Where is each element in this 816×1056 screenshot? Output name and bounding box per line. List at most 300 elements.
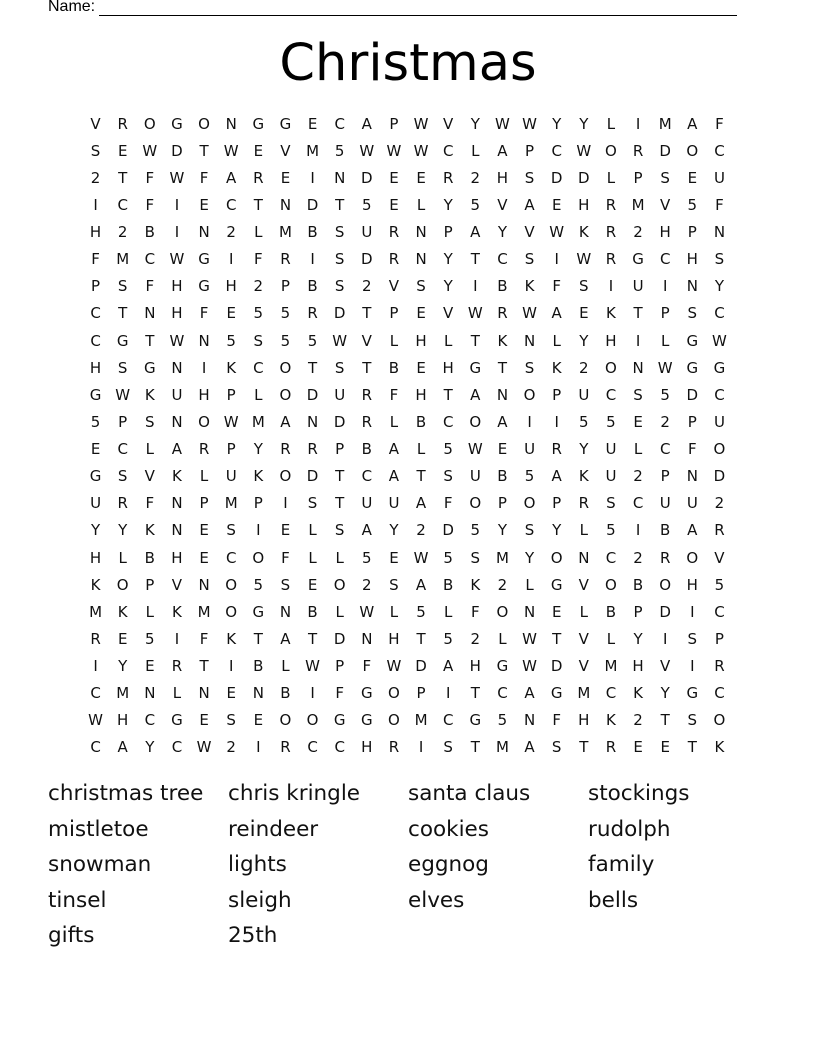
grid-cell[interactable]: L [118, 548, 127, 567]
grid-cell[interactable]: L [633, 440, 643, 459]
grid-cell[interactable]: O [550, 548, 563, 567]
grid-cell[interactable]: 2 [633, 467, 643, 486]
grid-cell[interactable]: Y [633, 629, 643, 648]
grid-cell[interactable]: U [90, 494, 102, 513]
grid-cell[interactable]: F [552, 277, 561, 296]
grid-cell[interactable]: 2 [90, 168, 101, 187]
grid-cell[interactable]: B [307, 277, 318, 296]
grid-cell[interactable]: I [690, 602, 695, 621]
grid-cell[interactable]: W [386, 141, 402, 160]
grid-cell[interactable]: B [497, 467, 508, 486]
grid-cell[interactable]: G [686, 358, 699, 377]
grid-cell[interactable]: E [117, 629, 128, 648]
grid-cell[interactable]: H [171, 548, 183, 567]
grid-cell[interactable]: F [335, 684, 344, 703]
grid-cell[interactable]: D [333, 629, 346, 648]
grid-cell[interactable]: B [415, 412, 427, 431]
grid-cell[interactable]: C [90, 738, 101, 757]
grid-cell[interactable]: P [389, 304, 399, 323]
grid-cell[interactable]: V [144, 467, 155, 486]
grid-cell[interactable]: F [199, 168, 209, 187]
grid-cell[interactable]: E [551, 195, 562, 214]
grid-cell[interactable]: B [280, 684, 291, 703]
grid-cell[interactable]: 2 [633, 223, 643, 242]
grid-cell[interactable]: T [199, 657, 209, 676]
grid-cell[interactable]: H [225, 277, 237, 296]
grid-cell[interactable]: L [281, 657, 290, 676]
grid-cell[interactable]: O [659, 575, 672, 594]
grid-cell[interactable]: N [225, 114, 237, 133]
grid-cell[interactable]: W [413, 141, 429, 160]
grid-cell[interactable]: I [690, 657, 695, 676]
grid-cell[interactable]: R [280, 738, 291, 757]
grid-cell[interactable]: S [334, 521, 345, 540]
grid-cell[interactable]: D [306, 467, 319, 486]
grid-cell[interactable]: M [495, 738, 509, 757]
grid-cell[interactable]: H [442, 358, 454, 377]
grid-cell[interactable]: F [552, 711, 561, 730]
grid-cell[interactable]: W [115, 385, 131, 404]
grid-cell[interactable]: R [714, 657, 725, 676]
grid-cell[interactable]: H [659, 223, 671, 242]
grid-cell[interactable]: K [606, 711, 616, 730]
grid-cell[interactable]: D [550, 657, 563, 676]
grid-cell[interactable]: E [633, 412, 643, 431]
grid-cell[interactable]: R [605, 738, 617, 757]
grid-cell[interactable]: A [361, 114, 372, 133]
grid-cell[interactable]: 2 [497, 575, 508, 594]
grid-cell[interactable]: L [606, 114, 616, 133]
grid-cell[interactable]: O [686, 548, 699, 567]
grid-cell[interactable]: L [552, 331, 561, 350]
grid-cell[interactable]: I [283, 494, 288, 513]
grid-cell[interactable]: S [714, 250, 725, 269]
grid-cell[interactable]: B [632, 575, 644, 594]
grid-cell[interactable]: T [470, 684, 480, 703]
grid-cell[interactable]: Y [470, 114, 480, 133]
grid-cell[interactable]: W [223, 412, 239, 431]
grid-cell[interactable]: Y [389, 521, 399, 540]
grid-cell[interactable]: S [660, 168, 670, 187]
grid-cell[interactable]: G [469, 711, 482, 730]
grid-cell[interactable]: E [199, 711, 209, 730]
grid-cell[interactable]: S [280, 575, 291, 594]
grid-cell[interactable]: K [144, 521, 155, 540]
grid-cell[interactable]: G [469, 358, 482, 377]
grid-cell[interactable]: 5 [90, 412, 101, 431]
grid-cell[interactable]: B [307, 602, 318, 621]
grid-cell[interactable]: T [118, 168, 128, 187]
grid-cell[interactable]: E [551, 602, 562, 621]
grid-cell[interactable]: O [279, 358, 292, 377]
grid-cell[interactable]: L [471, 141, 480, 160]
grid-cell[interactable]: N [523, 331, 536, 350]
grid-cell[interactable]: B [144, 223, 155, 242]
grid-cell[interactable]: P [118, 412, 128, 431]
grid-cell[interactable]: W [657, 358, 673, 377]
grid-cell[interactable]: B [443, 575, 454, 594]
grid-cell[interactable]: C [442, 711, 454, 730]
grid-cell[interactable]: T [687, 738, 697, 757]
grid-cell[interactable]: 5 [362, 195, 372, 214]
grid-cell[interactable]: I [201, 358, 207, 377]
grid-cell[interactable]: I [635, 114, 641, 133]
grid-cell[interactable]: T [416, 629, 426, 648]
grid-cell[interactable]: L [199, 467, 209, 486]
grid-cell[interactable]: P [416, 684, 426, 703]
grid-cell[interactable]: Y [552, 521, 562, 540]
grid-cell[interactable]: I [418, 738, 424, 757]
name-field[interactable] [48, 0, 737, 16]
grid-cell[interactable]: R [497, 304, 508, 323]
grid-cell[interactable]: C [551, 141, 562, 160]
grid-cell[interactable]: 5 [280, 304, 291, 323]
grid-cell[interactable]: S [117, 358, 128, 377]
grid-cell[interactable]: B [388, 358, 400, 377]
grid-cell[interactable]: O [469, 412, 482, 431]
grid-cell[interactable]: I [256, 738, 261, 757]
grid-cell[interactable]: E [117, 141, 128, 160]
grid-cell[interactable]: Y [253, 440, 263, 459]
grid-cell[interactable]: O [605, 141, 617, 160]
grid-cell[interactable]: G [361, 684, 373, 703]
grid-cell[interactable]: O [279, 385, 292, 404]
grid-cell[interactable]: O [333, 575, 346, 594]
grid-cell[interactable]: G [252, 114, 265, 133]
grid-cell[interactable]: F [687, 440, 697, 459]
grid-cell[interactable]: S [633, 385, 643, 404]
grid-cell[interactable]: P [145, 575, 155, 594]
grid-cell[interactable]: E [307, 114, 318, 133]
grid-cell[interactable]: K [606, 304, 616, 323]
grid-cell[interactable]: C [361, 467, 373, 486]
grid-cell[interactable]: C [659, 440, 671, 459]
grid-cell[interactable]: M [414, 711, 428, 730]
grid-cell[interactable]: E [416, 358, 426, 377]
grid-cell[interactable]: N [198, 575, 210, 594]
grid-cell[interactable]: C [442, 412, 454, 431]
grid-cell[interactable]: C [117, 195, 128, 214]
grid-cell[interactable]: D [415, 657, 427, 676]
grid-cell[interactable]: P [226, 440, 236, 459]
grid-cell[interactable]: V [280, 141, 291, 160]
grid-cell[interactable]: S [687, 304, 698, 323]
grid-cell[interactable]: I [554, 250, 559, 269]
grid-cell[interactable]: S [253, 331, 264, 350]
grid-cell[interactable]: R [117, 494, 128, 513]
grid-cell[interactable]: Y [497, 223, 508, 242]
grid-cell[interactable]: D [171, 141, 183, 160]
grid-cell[interactable]: L [606, 168, 616, 187]
grid-cell[interactable]: N [198, 223, 210, 242]
grid-cell[interactable]: C [253, 358, 264, 377]
grid-cell[interactable]: 5 [497, 711, 508, 730]
grid-cell[interactable]: C [497, 684, 508, 703]
grid-cell[interactable]: 2 [470, 629, 481, 648]
grid-cell[interactable]: U [713, 412, 725, 431]
grid-cell[interactable]: M [278, 223, 292, 242]
grid-cell[interactable]: R [605, 223, 617, 242]
grid-cell[interactable]: V [388, 277, 400, 296]
grid-cell[interactable]: E [687, 168, 698, 187]
grid-cell[interactable]: P [552, 494, 562, 513]
grid-cell[interactable]: W [359, 141, 375, 160]
grid-cell[interactable]: G [686, 684, 699, 703]
grid-cell[interactable]: V [578, 629, 589, 648]
grid-cell[interactable]: 5 [470, 521, 481, 540]
grid-cell[interactable]: N [171, 412, 183, 431]
grid-cell[interactable]: I [93, 657, 98, 676]
grid-cell[interactable]: 2 [362, 575, 372, 594]
grid-cell[interactable]: F [715, 114, 724, 133]
grid-cell[interactable]: I [445, 684, 451, 703]
grid-cell[interactable]: E [389, 195, 399, 214]
grid-cell[interactable]: P [633, 168, 643, 187]
grid-cell[interactable]: U [713, 168, 725, 187]
grid-cell[interactable]: R [280, 440, 291, 459]
grid-cell[interactable]: E [280, 168, 291, 187]
grid-cell[interactable]: E [633, 738, 643, 757]
grid-cell[interactable]: P [443, 223, 453, 242]
grid-cell[interactable]: P [687, 223, 697, 242]
grid-cell[interactable]: C [714, 304, 725, 323]
grid-cell[interactable]: O [225, 575, 238, 594]
grid-cell[interactable]: G [144, 358, 156, 377]
grid-cell[interactable]: R [388, 250, 400, 269]
grid-cell[interactable]: L [606, 629, 616, 648]
grid-cell[interactable]: W [576, 141, 592, 160]
grid-cell[interactable]: L [145, 602, 154, 621]
grid-cell[interactable]: 2 [714, 494, 725, 513]
grid-cell[interactable]: Y [497, 521, 508, 540]
grid-cell[interactable]: R [280, 250, 291, 269]
grid-cell[interactable]: T [307, 358, 318, 377]
grid-cell[interactable]: R [307, 440, 318, 459]
grid-cell[interactable]: S [145, 412, 155, 431]
grid-cell[interactable]: L [525, 575, 534, 594]
grid-cell[interactable]: T [335, 467, 345, 486]
grid-cell[interactable]: E [497, 440, 508, 459]
grid-cell[interactable]: M [197, 602, 211, 621]
grid-cell[interactable]: C [307, 738, 318, 757]
grid-cell[interactable]: M [116, 684, 130, 703]
grid-cell[interactable]: N [334, 168, 346, 187]
grid-cell[interactable]: T [253, 629, 263, 648]
grid-cell[interactable]: R [714, 521, 725, 540]
grid-cell[interactable]: A [443, 657, 454, 676]
grid-cell[interactable]: T [362, 358, 372, 377]
grid-cell[interactable]: K [144, 385, 155, 404]
grid-cell[interactable]: W [495, 114, 510, 133]
grid-cell[interactable]: 5 [280, 331, 291, 350]
grid-cell[interactable]: Y [714, 277, 725, 296]
grid-cell[interactable]: U [469, 467, 481, 486]
grid-cell[interactable]: C [605, 548, 617, 567]
grid-cell[interactable]: E [199, 548, 209, 567]
grid-cell[interactable]: S [334, 250, 345, 269]
grid-cell[interactable]: W [359, 602, 375, 621]
grid-cell[interactable]: O [225, 602, 238, 621]
grid-cell[interactable]: D [442, 521, 454, 540]
grid-cell[interactable]: E [253, 711, 264, 730]
grid-cell[interactable]: C [225, 195, 237, 214]
grid-cell[interactable]: 5 [524, 467, 535, 486]
grid-cell[interactable]: H [361, 738, 373, 757]
grid-cell[interactable]: W [522, 657, 537, 676]
grid-cell[interactable]: Y [579, 114, 589, 133]
grid-cell[interactable]: W [169, 331, 185, 350]
grid-cell[interactable]: K [578, 223, 589, 242]
grid-cell[interactable]: E [199, 195, 209, 214]
grid-cell[interactable]: I [662, 629, 668, 648]
grid-cell[interactable]: W [223, 141, 239, 160]
grid-cell[interactable]: F [362, 657, 372, 676]
grid-cell[interactable]: R [117, 114, 128, 133]
grid-cell[interactable]: S [470, 548, 481, 567]
grid-cell[interactable]: W [413, 114, 429, 133]
grid-cell[interactable]: O [116, 575, 129, 594]
grid-cell[interactable]: D [659, 602, 671, 621]
grid-cell[interactable]: 2 [470, 168, 481, 187]
grid-cell[interactable]: D [659, 141, 671, 160]
grid-cell[interactable]: Y [660, 684, 670, 703]
grid-cell[interactable]: D [361, 250, 373, 269]
grid-cell[interactable]: A [470, 223, 481, 242]
grid-cell[interactable]: K [226, 358, 237, 377]
grid-cell[interactable]: P [335, 657, 345, 676]
grid-cell[interactable]: P [714, 629, 724, 648]
grid-cell[interactable]: F [145, 277, 155, 296]
grid-cell[interactable]: 2 [579, 358, 589, 377]
grid-cell[interactable]: S [606, 494, 616, 513]
grid-cell[interactable]: I [228, 657, 234, 676]
grid-cell[interactable]: W [576, 250, 592, 269]
grid-cell[interactable]: C [659, 250, 671, 269]
grid-cell[interactable]: W [196, 738, 212, 757]
grid-cell[interactable]: A [388, 440, 400, 459]
grid-cell[interactable]: 2 [226, 738, 236, 757]
grid-cell[interactable]: N [171, 521, 183, 540]
grid-cell[interactable]: L [444, 331, 453, 350]
grid-cell[interactable]: D [713, 467, 726, 486]
grid-cell[interactable]: L [389, 602, 399, 621]
grid-cell[interactable]: T [199, 141, 209, 160]
grid-cell[interactable]: K [633, 684, 643, 703]
grid-cell[interactable]: L [308, 548, 317, 567]
grid-cell[interactable]: 2 [660, 412, 670, 431]
grid-cell[interactable]: E [416, 168, 426, 187]
grid-cell[interactable]: K [172, 602, 182, 621]
grid-cell[interactable]: N [171, 358, 183, 377]
grid-cell[interactable]: H [415, 385, 427, 404]
grid-cell[interactable]: N [198, 331, 210, 350]
grid-cell[interactable]: O [388, 684, 400, 703]
grid-cell[interactable]: K [172, 467, 182, 486]
grid-cell[interactable]: I [310, 250, 315, 269]
grid-cell[interactable]: L [335, 602, 344, 621]
grid-cell[interactable]: L [389, 412, 399, 431]
grid-cell[interactable]: A [171, 440, 183, 459]
grid-cell[interactable]: L [579, 521, 588, 540]
grid-cell[interactable]: F [199, 629, 209, 648]
grid-cell[interactable]: A [687, 114, 698, 133]
grid-cell[interactable]: M [495, 548, 509, 567]
grid-cell[interactable]: T [470, 250, 480, 269]
grid-cell[interactable]: V [443, 114, 454, 133]
grid-cell[interactable]: P [687, 412, 697, 431]
grid-cell[interactable]: E [90, 440, 101, 459]
grid-cell[interactable]: F [715, 195, 724, 214]
grid-cell[interactable]: O [306, 711, 319, 730]
grid-cell[interactable]: 2 [362, 277, 372, 296]
grid-cell[interactable]: K [226, 629, 237, 648]
grid-cell[interactable]: V [578, 575, 589, 594]
grid-cell[interactable]: E [226, 304, 236, 323]
grid-cell[interactable]: B [307, 223, 318, 242]
grid-cell[interactable]: S [443, 467, 453, 486]
grid-cell[interactable]: P [633, 602, 643, 621]
grid-cell[interactable]: G [198, 277, 210, 296]
grid-cell[interactable]: V [578, 657, 589, 676]
grid-cell[interactable]: K [497, 331, 508, 350]
grid-cell[interactable]: 5 [253, 575, 264, 594]
grid-cell[interactable]: P [280, 277, 290, 296]
grid-cell[interactable]: S [416, 277, 426, 296]
grid-cell[interactable]: A [280, 629, 291, 648]
grid-cell[interactable]: C [90, 331, 101, 350]
grid-cell[interactable]: C [334, 114, 345, 133]
grid-cell[interactable]: V [524, 223, 535, 242]
grid-cell[interactable]: H [578, 711, 590, 730]
grid-cell[interactable]: S [334, 358, 345, 377]
grid-cell[interactable]: G [198, 250, 210, 269]
grid-cell[interactable]: E [199, 521, 209, 540]
grid-cell[interactable]: G [89, 385, 102, 404]
grid-cell[interactable]: O [713, 440, 726, 459]
grid-cell[interactable]: 5 [307, 331, 318, 350]
grid-cell[interactable]: T [362, 304, 372, 323]
grid-cell[interactable]: A [280, 412, 291, 431]
grid-cell[interactable]: 2 [633, 711, 643, 730]
grid-cell[interactable]: S [524, 358, 535, 377]
grid-cell[interactable]: U [686, 494, 698, 513]
grid-cell[interactable]: H [578, 195, 590, 214]
grid-cell[interactable]: F [91, 250, 100, 269]
grid-cell[interactable]: R [253, 168, 264, 187]
grid-cell[interactable]: H [117, 711, 129, 730]
grid-cell[interactable]: I [662, 277, 668, 296]
name-underline[interactable] [99, 1, 737, 16]
grid-cell[interactable]: W [142, 141, 158, 160]
grid-cell[interactable]: D [333, 304, 346, 323]
grid-cell[interactable]: P [199, 494, 209, 513]
grid-cell[interactable]: O [388, 711, 400, 730]
grid-cell[interactable]: B [605, 602, 617, 621]
grid-cell[interactable]: S [443, 738, 453, 757]
grid-cell[interactable]: B [497, 277, 508, 296]
grid-cell[interactable]: R [551, 440, 562, 459]
grid-cell[interactable]: U [524, 440, 536, 459]
grid-cell[interactable]: T [145, 331, 155, 350]
grid-cell[interactable]: T [497, 358, 508, 377]
grid-cell[interactable]: 2 [633, 548, 643, 567]
grid-cell[interactable]: S [117, 467, 128, 486]
grid-cell[interactable]: S [117, 277, 128, 296]
grid-cell[interactable]: R [90, 629, 101, 648]
grid-cell[interactable]: Y [443, 195, 453, 214]
grid-cell[interactable]: R [361, 385, 373, 404]
grid-cell[interactable]: K [551, 358, 562, 377]
